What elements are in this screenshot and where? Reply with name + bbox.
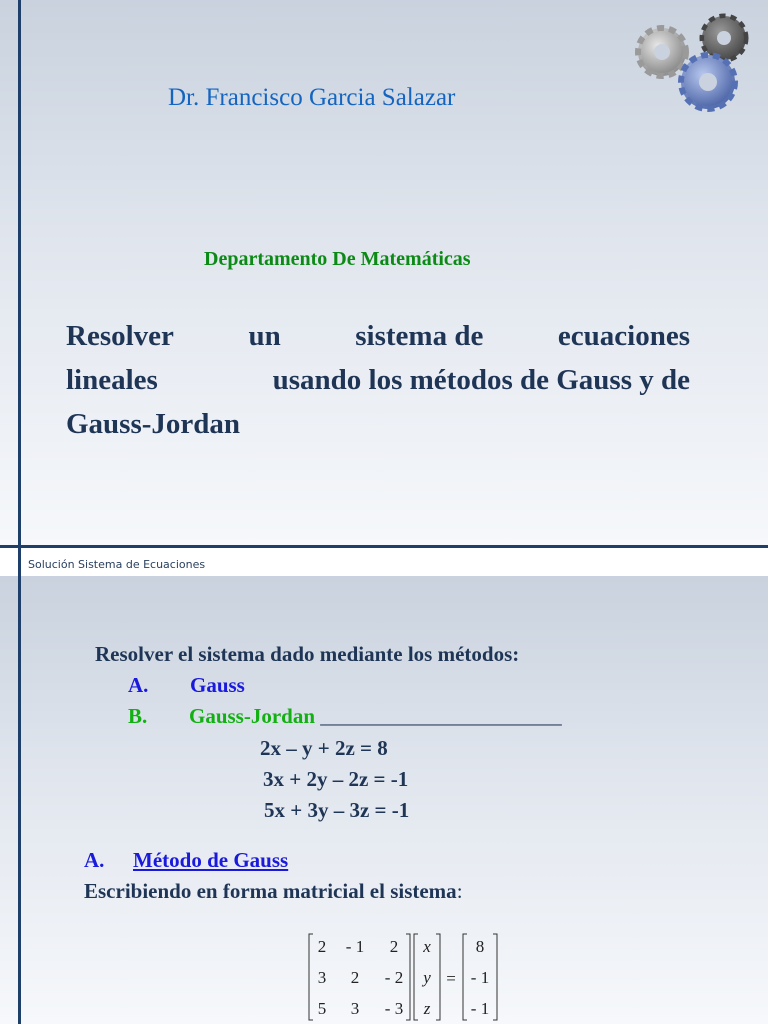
vector-cell: 8	[475, 937, 485, 956]
title-word: usando los métodos de Gauss y de	[272, 364, 690, 396]
vector-cell: x	[423, 937, 431, 956]
title-word: Gauss-Jordan	[66, 408, 241, 440]
intro-text: Resolver el sistema dado mediante los métodos:	[95, 642, 520, 666]
slide-title	[66, 314, 690, 446]
matrix-cell: 5	[317, 999, 327, 1018]
title-line-2	[66, 358, 690, 402]
section-text: Escribiendo en forma matricial el sistema	[84, 879, 457, 903]
section-letter: A.	[84, 848, 105, 872]
footer-text: Solución Sistema de Ecuaciones	[28, 558, 206, 571]
option-a-letter: A.	[128, 673, 149, 697]
matrix-cell: - 1	[345, 937, 365, 956]
title-line-3	[66, 402, 690, 446]
vector-cell: y	[423, 968, 431, 987]
vector-cell: - 1	[470, 968, 490, 987]
title-word: lineales	[66, 364, 158, 396]
left-rule	[18, 576, 21, 1024]
vector-cell: z	[423, 999, 431, 1018]
equation-1: 2x – y + 2z = 8	[260, 736, 388, 760]
gears-icon	[628, 8, 758, 118]
option-b-letter: B.	[128, 704, 148, 728]
matrix-equation	[300, 928, 510, 1024]
matrix-cell: 3	[317, 968, 327, 987]
section-colon: :	[456, 879, 463, 903]
matrix-cell: 2	[350, 968, 360, 987]
content-slide	[0, 576, 768, 1024]
title-word: ecuaciones	[557, 320, 690, 352]
title-word: Resolver	[66, 320, 174, 352]
author-name: Dr. Francisco Garcia Salazar	[168, 84, 456, 111]
title-line-1	[66, 314, 690, 358]
equation-3: 5x + 3y – 3z = -1	[264, 798, 410, 822]
title-word: un	[248, 320, 281, 352]
equation-2: 3x + 2y – 2z = -1	[263, 767, 409, 791]
option-a-label: Gauss	[190, 673, 245, 697]
matrix-cell: - 2	[384, 968, 404, 987]
matrix-cell: - 3	[384, 999, 404, 1018]
matrix-cell: 2	[317, 937, 327, 956]
matrix-cell: 2	[389, 937, 399, 956]
option-b-blank: _______________________	[320, 704, 562, 728]
department-name: Departamento De Matemáticas	[204, 248, 471, 270]
section-title: Método de Gauss	[133, 848, 289, 872]
left-rule	[18, 0, 21, 548]
vector-cell: - 1	[470, 999, 490, 1018]
matrix-cell: 3	[350, 999, 360, 1018]
section-text-line	[84, 879, 463, 904]
title-word: sistema de	[355, 320, 484, 352]
option-b-label: Gauss-Jordan	[189, 704, 316, 728]
equals-sign: =	[446, 969, 456, 988]
option-b-line	[189, 704, 562, 729]
left-rule	[18, 548, 21, 576]
slide-footer	[0, 548, 768, 576]
